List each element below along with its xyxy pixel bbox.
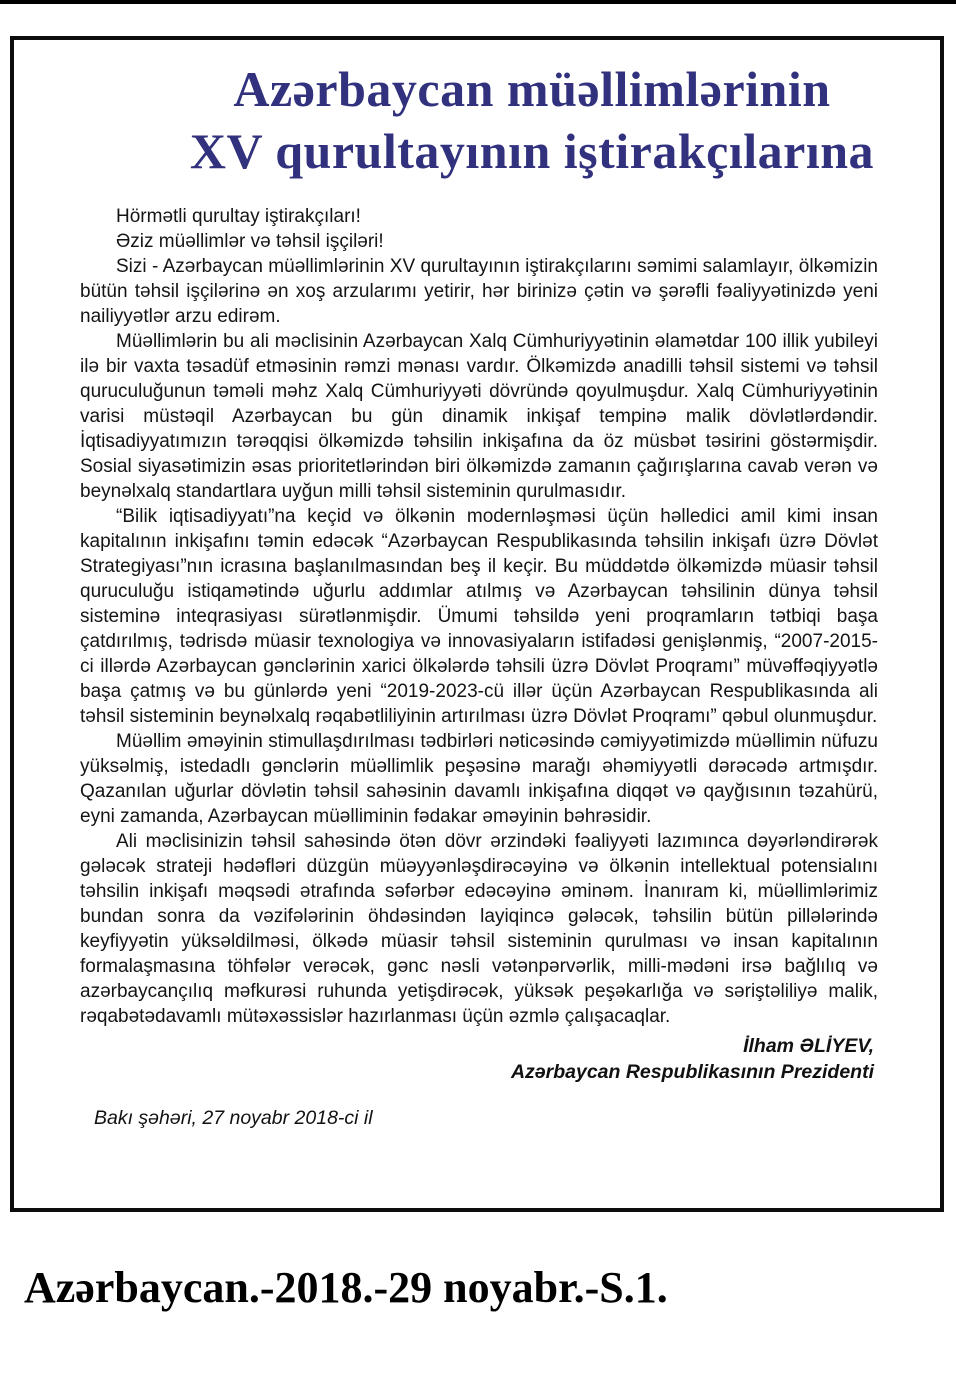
document-title — [14, 58, 940, 182]
top-rule-line — [0, 0, 956, 4]
signature-block — [14, 1033, 940, 1085]
letter-body — [14, 204, 940, 1029]
salutation-line-2: Əziz müəllimlər və təhsil işçiləri! — [116, 231, 384, 252]
paragraph: Sizi - Azərbaycan müəllimlərinin XV qurultayının iştirakçılarını səmimi salamlayır, ölkəmizin bütün təhsil işçilərinə ən xoş arzularımı yetirir, hər birinizə çətin və şərəfli fəaliyyətinizdə yeni nailiyyətlər arzu edirəm. — [80, 256, 878, 327]
signature-name: İlham ƏLİYEV, — [743, 1035, 874, 1057]
title-line-1: Azərbaycan müəllimlərinin — [233, 61, 831, 117]
salutation-line-1: Hörmətli qurultay iştirakçıları! — [116, 206, 361, 227]
signature-title: Azərbaycan Respublikasının Prezidenti — [510, 1061, 874, 1083]
paragraph: Müəllim əməyinin stimullaşdırılması tədbirləri nəticəsində cəmiyyətimizdə müəllimin nüfuzu yüksəlmiş, istedadlı gənclərin müəllimlik peşəsinə marağı əhəmiyyətli dərəcədə artmışdır. Qazanılan uğurlar dövlətin təhsil sahəsinin davamlı inkişafına diqqət və qayğısının təzahürü, eyni zamanda, Azərbaycan müəlliminin fədakar əməyinin bəhrəsidir. — [80, 731, 878, 827]
paragraph: Ali məclisinizin təhsil sahəsində ötən dövr ərzindəki fəaliyyəti lazımınca dəyərləndirərək gələcək strateji hədəfləri düzgün müəyyənləşdirəcəyinə və ölkənin intellektual potensialını təhsilin inkişafı məqsədi ətrafında səfərbər edəcəyinə əminəm. İnanıram ki, müəllimlərimiz bundan sonra da vəzifələrinin öhdəsindən layiqincə gələcək, təhsilin bütün pillələrində keyfiyyətin yüksəldilməsi, ölkədə müasir təhsil sisteminin qurulması və insan kapitalının formalaşmasına töhfələr verəcək, gənc nəsli vətənpərvərlik, milli-mədəni irsə bağlılıq və azərbaycançılıq məfkurəsi ruhunda yetişdirəcək, yüksək peşəkarlığa və səriştəliliyə malik, rəqabətədavamlı mütəxəssislər hazırlanması üçün əzmlə çalışacaqlar. — [80, 831, 878, 1027]
paragraph: “Bilik iqtisadiyyatı”na keçid və ölkənin modernləşməsi üçün həlledici amil kimi insan kapitalının inkişafını təmin edəcək “Azərbaycan Respublikasında təhsilin inkişafı üzrə Dövlət Strategiyası”nın icrasına başlanılmasından beş il keçir. Bu müddətdə ölkəmizdə müasir təhsil quruculuğu istiqamətində uğurlu addımlar atılmış və Azərbaycan təhsilinin dünya təhsil sisteminə inteqrasiyası sürətlənmişdir. Ümumi təhsildə yeni proqramların tətbiqi başa çatdırılmış, tədrisdə müasir texnologiya və innovasiyaların istifadəsi genişlənmiş, “2007-2015-ci illərdə Azərbaycan gənclərinin xarici ölkələrdə təhsili üzrə Dövlət Proqramı” müvəffəqiyyətlə başa çatmış və bu günlərdə yeni “2019-2023-cü illər üçün Azərbaycan Respublikasında ali təhsil sisteminin beynəlxalq rəqabətliliyinin artırılması üzrə Dövlət Proqramı” qəbul olunmuşdur. — [80, 506, 878, 727]
paragraph: Müəllimlərin bu ali məclisinin Azərbaycan Xalq Cümhuriyyətinin əlamətdar 100 illik yubileyi ilə bir vaxta təsadüf etməsinin rəmzi mənası vardır. Ölkəmizdə anadilli təhsil sistemi və təhsil quruculuğunun təməli məhz Xalq Cümhuriyyəti dövründə qoyulmuşdur. Xalq Cümhuriyyətinin varisi müstəqil Azərbaycan bu gün dinamik inkişaf tempinə malik dövlətlərdəndir. İqtisadiyyatımızın tərəqqisi ölkəmizdə təhsilin inkişafına da öz müsbət təsirini göstərmişdir. Sosial siyasətimizin əsas prioritetlərindən biri ölkəmizdə zamanın çağırışlarına cavab verən və beynəlxalq standartlara uyğun milli təhsil sisteminin qurulmasıdır. — [80, 331, 878, 502]
dateline: Bakı şəhəri, 27 noyabr 2018-ci il — [94, 1107, 373, 1129]
document-frame — [10, 36, 944, 1212]
title-line-2: XV qurultayının iştirakçılarına — [189, 123, 875, 179]
source-citation: Azərbaycan.-2018.-29 noyabr.-S.1. — [24, 1263, 668, 1312]
